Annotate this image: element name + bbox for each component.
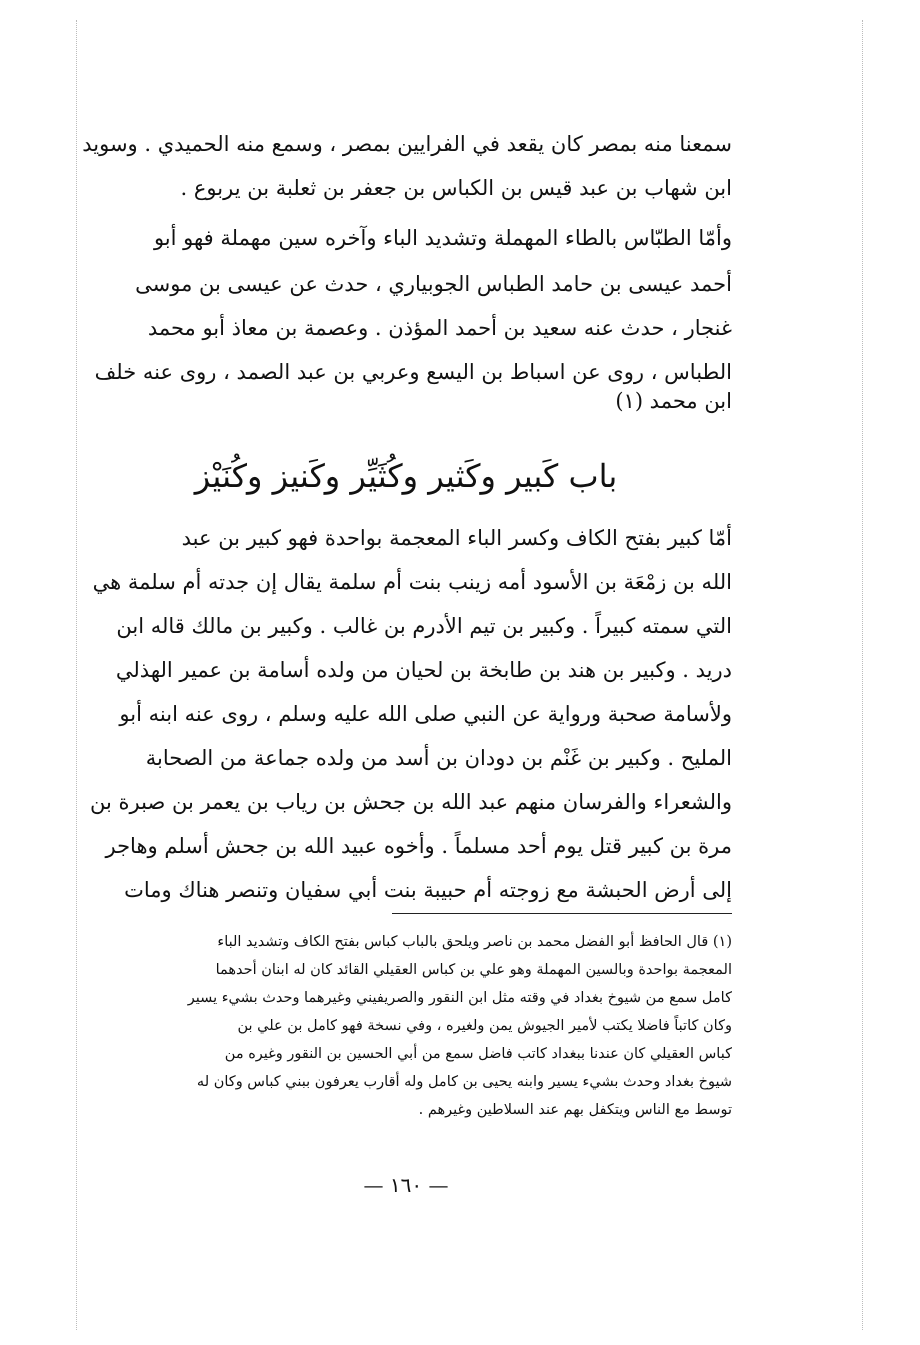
footnote-line: (١) قال الحافظ أبو الفضل محمد بن ناصر ويلحق بالباب كباس بفتح الكاف وتشديد الباء xyxy=(217,934,732,950)
text-line: إلى أرض الحبشة مع زوجته أم حبيبة بنت أبي سفيان وتنصر هناك ومات xyxy=(124,878,732,902)
text-line: أمّا كبير بفتح الكاف وكسر الباء المعجمة بواحدة فهو كبير بن عبد xyxy=(181,526,732,550)
section-heading: باب كَبير وكَثير وكُثَيِّر وكَنيز وكُنَيْز xyxy=(194,457,618,495)
top-paragraphs xyxy=(80,122,732,416)
text-line: المليح . وكبير بن غَنْم بن دودان بن أسد من ولده جماعة من الصحابة xyxy=(145,746,732,770)
text-line: مرة بن كبير قتل يوم أحد مسلماً . وأخوه عبيد الله بن جحش أسلم وهاجر xyxy=(105,834,732,858)
text-line: التي سمته كبيراً . وكبير بن تيم الأدرم بن غالب . وكبير بن مالك قاله ابن xyxy=(116,614,732,638)
page-number: — ١٦٠ — xyxy=(363,1173,449,1197)
text-line: دريد . وكبير بن هند بن طابخة بن لحيان من ولده أسامة بن عمير الهذلي xyxy=(115,658,732,682)
text-line: ولأسامة صحبة ورواية عن النبي صلى الله عليه وسلم ، روى عنه ابنه أبو xyxy=(119,702,732,726)
footnote-line: كامل سمع من شيوخ بغداد في وقته مثل ابن النقور والصريفيني وغيرهما وحدث بشيء يسير xyxy=(187,990,732,1006)
text-line: وأمّا الطبّاس بالطاء المهملة وتشديد الباء وآخره سين مهملة فهو أبو xyxy=(153,226,732,250)
footnote-line: وكان كاتباً فاضلا يكتب لأمير الجيوش يمن ولغيره ، وفي نسخة فهو كامل بن علي بن xyxy=(237,1018,732,1034)
text-line: سمعنا منه بمصر كان يقعد في الفرايين بمصر ، وسمع منه الحميدي . وسويد xyxy=(82,132,732,156)
text-line: والشعراء والفرسان منهم عبد الله بن جحش بن رياب بن يعمر بن صبرة بن xyxy=(90,790,732,814)
text-line: أحمد عيسى بن حامد الطباس الجوبياري ، حدث عن عيسى بن موسى xyxy=(135,272,732,296)
footnote-divider xyxy=(392,913,732,914)
footnote-line: كباس العقيلي كان عندنا ببغداد كاتب فاضل سمع من أبي الحسين بن النقور وغيره من xyxy=(224,1046,732,1062)
text-line: الطباس ، روى عن اسباط بن اليسع وعربي بن عبد الصمد ، روى عنه خلف xyxy=(94,360,732,384)
footnotes xyxy=(80,928,732,1124)
scan-edge-left xyxy=(76,20,77,1330)
text-line: الله بن زمْعَة بن الأسود أمه زينب بنت أم سلمة يقال إن جدته أم سلمة هي xyxy=(92,570,732,594)
section-body xyxy=(80,516,732,912)
text-line: ابن شهاب بن عبد قيس بن الكباس بن جعفر بن ثعلبة بن يربوع . xyxy=(180,176,732,200)
footnote-line: توسط مع الناس ويتكفل بهم عند السلاطين وغيرهم . xyxy=(418,1102,732,1118)
footnote-line: المعجمة بواحدة وبالسين المهملة وهو علي بن كباس العقيلي القائد كان له ابنان أحدهما xyxy=(215,962,732,978)
text-line: غنجار ، حدث عنه سعيد بن أحمد المؤذن . وعصمة بن معاذ أبو محمد xyxy=(147,316,732,340)
scan-edge-right xyxy=(862,20,863,1330)
footnote-line: شيوخ بغداد وحدث بشيء يسير وابنه يحيى بن كامل وله أقارب يعرفون ببني كباس وكان له xyxy=(196,1074,732,1090)
text-line: ابن محمد (١) xyxy=(615,389,732,413)
